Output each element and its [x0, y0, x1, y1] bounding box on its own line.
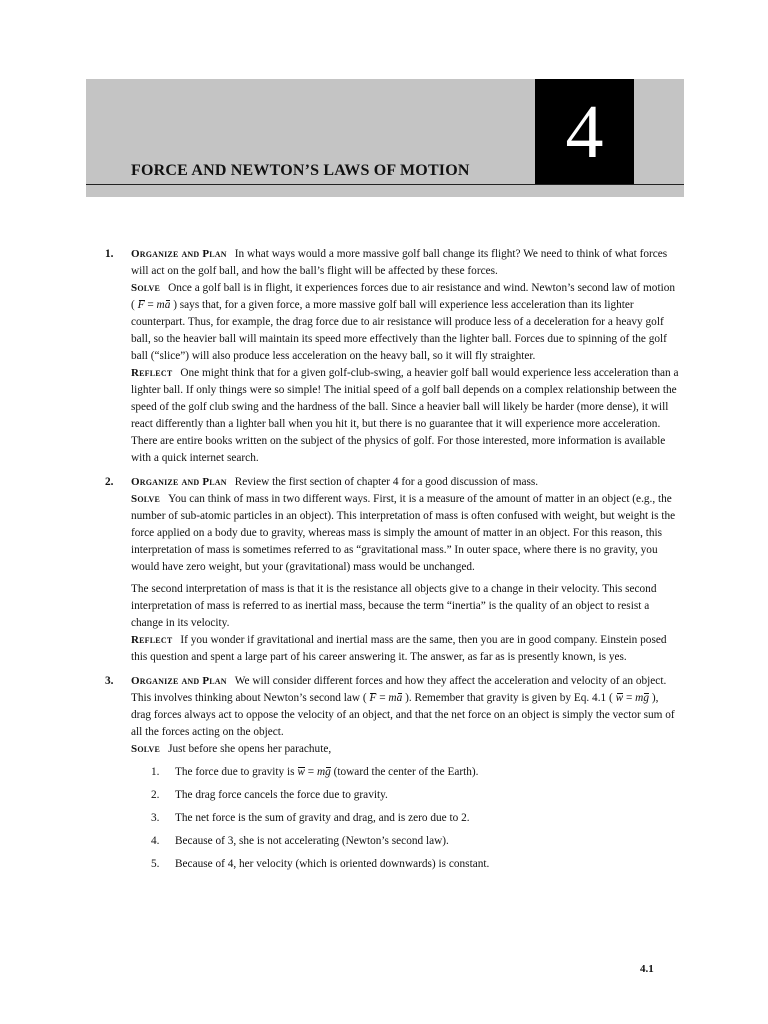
solve-paragraph-2: The second interpretation of mass is that it is the resistance all objects give to a change in their velocity. This second interpretation of mass is referred to as inertial mass, because the term “inertia” is the quality of an object to resist a change in its velocity. [131, 583, 657, 629]
list-item-text-continued: (toward the center of the Earth). [333, 766, 479, 778]
list-item-text: The drag force cancels the force due to gravity. [175, 789, 388, 801]
organize-text-continued: ). Remember that gravity is given by Eq. 4.1 ( [405, 692, 613, 704]
problem-3 [100, 673, 680, 873]
solve-text: Just before she opens her parachute, [168, 743, 332, 755]
solve-paragraph [131, 280, 680, 365]
reflect-text: One might think that for a given golf-club-swing, a heavier golf ball would experience less acceleration than a lighter ball. If only things were so simple! The initial speed of a golf ball depends on a complex relationship between the speed of the golf club swing and the hardness of the ball. Since a heavier ball will likely be harder (more dense), it will react differently than a lighter ball when you hit it, but there is no guarantee that it will experience more acceleration. There are entire books written on the subject of the physics of golf. For those interested, more information is available with a quick internet search. [131, 367, 679, 464]
list-item-number: 2. [151, 789, 160, 801]
reflect-text: If you wonder if gravitational and inertial mass are the same, then you are in good company. Einstein posed this question and spent a large part of his career answering it. The answer, as far as is presently known, is yes. [131, 634, 667, 663]
organize-heading: Organize and Plan [131, 248, 227, 260]
organize-paragraph [131, 474, 680, 491]
reflect-paragraph [131, 632, 680, 666]
problem-number: 3. [105, 675, 114, 687]
organize-text: In what ways would a more massive golf ball change its flight? We need to think of what forces will act on the golf ball, and how the ball’s flight will be affected by these forces. [131, 248, 668, 277]
problem-2 [100, 474, 680, 666]
solve-text: You can think of mass in two different ways. First, it is a measure of the amount of matter in an object (e.g., the number of sub-atomic particles in an object). This interpretation of mass is often confused with weight, but weight is the force applied on a body due to gravity, whereas mass is simply the amount of matter in an object. For this reason, this interpretation of mass is sometimes referred to as “gravitational mass.” In outer space, where there is no gravity, you would have zero weight, but your (gravitational) mass would be unchanged. [131, 493, 676, 573]
problem-number: 1. [105, 248, 114, 260]
solve-heading: Solve [131, 743, 161, 755]
list-item-text: The force due to gravity is [175, 766, 295, 778]
list-item-text: The net force is the sum of gravity and drag, and is zero due to 2. [175, 812, 470, 824]
organize-text: We will consider different forces and how they affect the acceleration and velocity of an object. This involves thinking about Newton’s second law ( [131, 675, 667, 704]
list-item-number: 5. [151, 858, 160, 870]
equation-newton-second-law: F = ma [369, 692, 403, 704]
reflect-heading: Reflect [131, 367, 173, 379]
organize-paragraph [131, 673, 680, 741]
organize-paragraph [131, 246, 680, 280]
solve-heading: Solve [131, 282, 161, 294]
chapter-number: 4 [565, 89, 604, 174]
solve-heading: Solve [131, 493, 161, 505]
list-item-number: 3. [151, 812, 160, 824]
organize-text: Review the first section of chapter 4 for a good discussion of mass. [234, 476, 539, 488]
list-item-number: 4. [151, 835, 160, 847]
list-item [151, 787, 680, 804]
reflect-paragraph [131, 365, 680, 467]
page-number: 4.1 [640, 963, 654, 975]
equation-weight: w = mg [615, 692, 649, 704]
list-item [151, 810, 680, 827]
solve-text: Once a golf ball is in flight, it experiences forces due to air resistance and wind. Newton’s second law of motion ( [131, 282, 676, 311]
problem-1 [100, 246, 680, 467]
list-item-text: Because of 3, she is not accelerating (Newton’s second law). [175, 835, 449, 847]
list-item-number: 1. [151, 766, 160, 778]
problems-content [100, 246, 680, 880]
solve-paragraph [131, 741, 680, 758]
list-item-text: Because of 4, her velocity (which is oriented downwards) is constant. [175, 858, 490, 870]
solve-paragraph [131, 491, 680, 576]
chapter-title: FORCE AND NEWTON’S LAWS OF MOTION [131, 162, 470, 179]
problem-number: 2. [105, 476, 114, 488]
list-item [151, 764, 680, 781]
chapter-number-box [535, 79, 634, 184]
list-item [151, 856, 680, 873]
organize-heading: Organize and Plan [131, 675, 227, 687]
banner-rule [86, 184, 684, 185]
list-item [151, 833, 680, 850]
organize-heading: Organize and Plan [131, 476, 227, 488]
solve-text-continued: ) says that, for a given force, a more massive golf ball will experience less acceleration than its lighter counterpart. Thus, for example, the drag force due to air resistance will produce less of a deceleration for a heavy golf ball, so the heavier ball will maintain its speed more effectively than the lighter ball. Forces due to spinning of the golf ball (“slice”) will also produce less acceleration on the heavy ball, so it will fly straighter. [131, 299, 667, 362]
reflect-heading: Reflect [131, 634, 173, 646]
solve-steps-list [131, 764, 680, 873]
equation-newton-second-law: F = ma [137, 299, 171, 311]
equation-weight: w = mg [297, 766, 331, 778]
organize-text-end: ), drag forces always act to oppose the velocity of an object, and that the net force on an object is simply the vector sum of all the forces acting on the object. [131, 692, 675, 738]
